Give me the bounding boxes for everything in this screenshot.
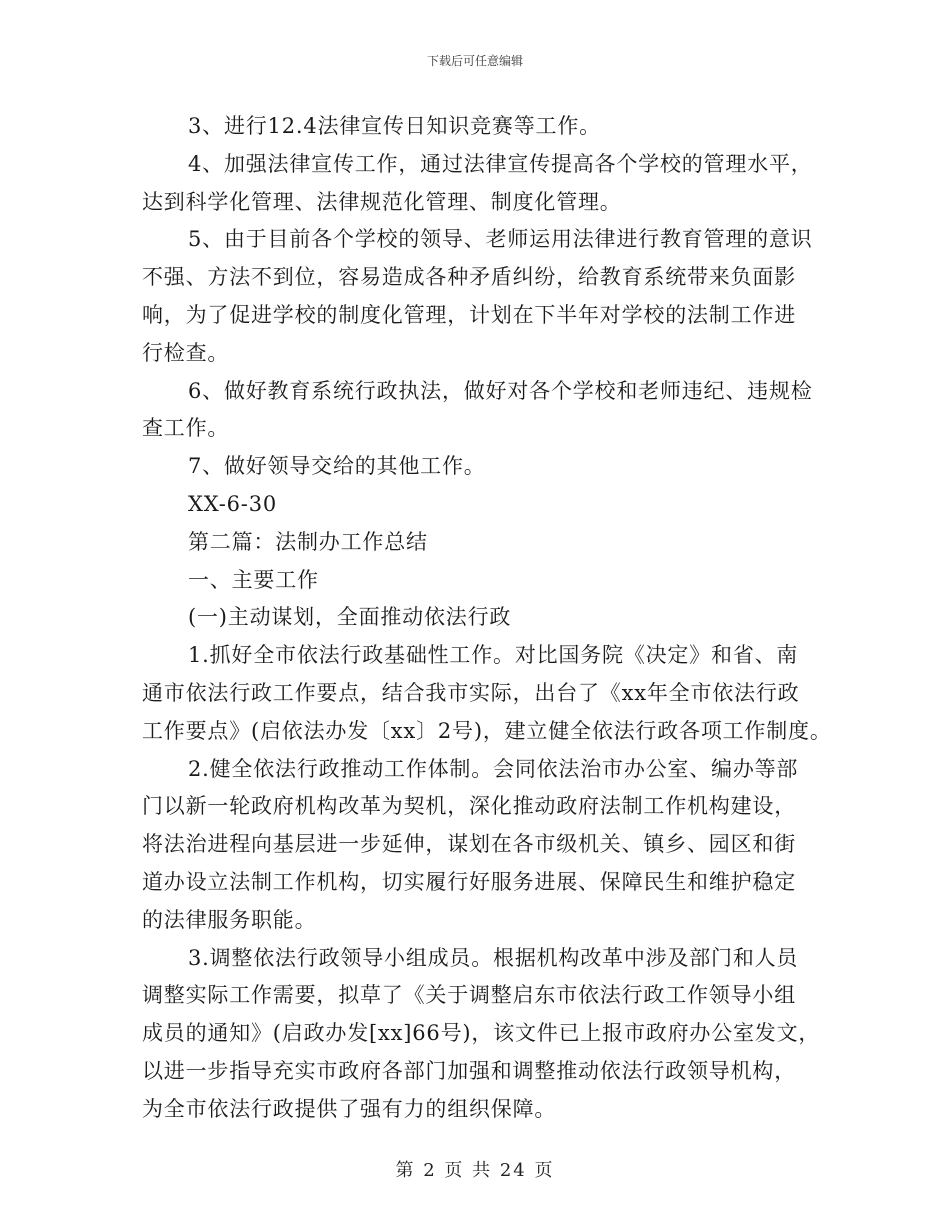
- paragraph-line: 不强、方法不到位，容易造成各种矛盾纠纷，给教育系统带来负面影: [142, 265, 796, 290]
- paragraph-line: 查工作。: [142, 416, 230, 441]
- paragraph-line: 以进一步指导充实市政府各部门加强和调整推动依法行政领导机构，: [142, 1058, 796, 1083]
- paragraph-line: 响，为了促进学校的制度化管理，计划在下半年对学校的法制工作进: [142, 302, 796, 327]
- page-header: 下载后可任意编辑: [426, 54, 523, 68]
- paragraph-line: 达到科学化管理、法律规范化管理、制度化管理。: [142, 189, 622, 214]
- paragraph-line: 6、做好教育系统行政执法，做好对各个学校和老师违纪、违规检: [188, 378, 813, 403]
- paragraph-line: 4、加强法律宣传工作，通过法律宣传提高各个学校的管理水平，: [188, 151, 813, 176]
- paragraph-line: 将法治进程向基层进一步延伸，谋划在各市级机关、镇乡、园区和街: [142, 832, 796, 857]
- page-footer: 第 2 页 共 24 页: [395, 1160, 555, 1181]
- section-title: 第二篇：法制办工作总结: [188, 529, 428, 554]
- paragraph-line: 3.调整依法行政领导小组成员。根据机构改革中涉及部门和人员: [188, 945, 799, 970]
- document-body: [142, 108, 832, 1129]
- heading-main-work: 一、主要工作: [188, 567, 319, 592]
- paragraph-line: 行检查。: [142, 340, 230, 365]
- paragraph-line: 2.健全依法行政推动工作体制。会同依法治市办公室、编办等部: [188, 756, 799, 781]
- paragraph-line: 5、由于目前各个学校的领导、老师运用法律进行教育管理的意识: [188, 227, 813, 252]
- paragraph-line: 7、做好领导交给的其他工作。: [188, 454, 486, 479]
- paragraph-line: 成员的通知》(启政办发[xx]66号)，该文件已上报市政府办公室发文，: [142, 1021, 821, 1046]
- date-line: XX-6-30: [188, 491, 278, 516]
- paragraph-line: 门以新一轮政府机构改革为契机，深化推动政府法制工作机构建设，: [142, 794, 796, 819]
- paragraph-line: 调整实际工作需要，拟草了《关于调整启东市依法行政工作领导小组: [142, 983, 796, 1008]
- paragraph-line: 的法律服务职能。: [142, 907, 317, 932]
- paragraph-line: 道办设立法制工作机构，切实履行好服务进展、保障民生和维护稳定: [142, 869, 796, 894]
- paragraph-line: 工作要点》(启依法办发〔xx〕2号)，建立健全依法行政各项工作制度。: [142, 718, 832, 743]
- paragraph-line: 通市依法行政工作要点，结合我市实际，出台了《xx年全市依法行政: [142, 680, 800, 705]
- paragraph-line: 3、进行12.4法律宣传日知识竞赛等工作。: [188, 114, 601, 138]
- paragraph-line: 为全市依法行政提供了强有力的组织保障。: [142, 1096, 557, 1121]
- paragraph-line: 1.抓好全市依法行政基础性工作。对比国务院《决定》和省、南: [188, 643, 799, 668]
- subheading: (一)主动谋划，全面推动依法行政: [188, 605, 512, 630]
